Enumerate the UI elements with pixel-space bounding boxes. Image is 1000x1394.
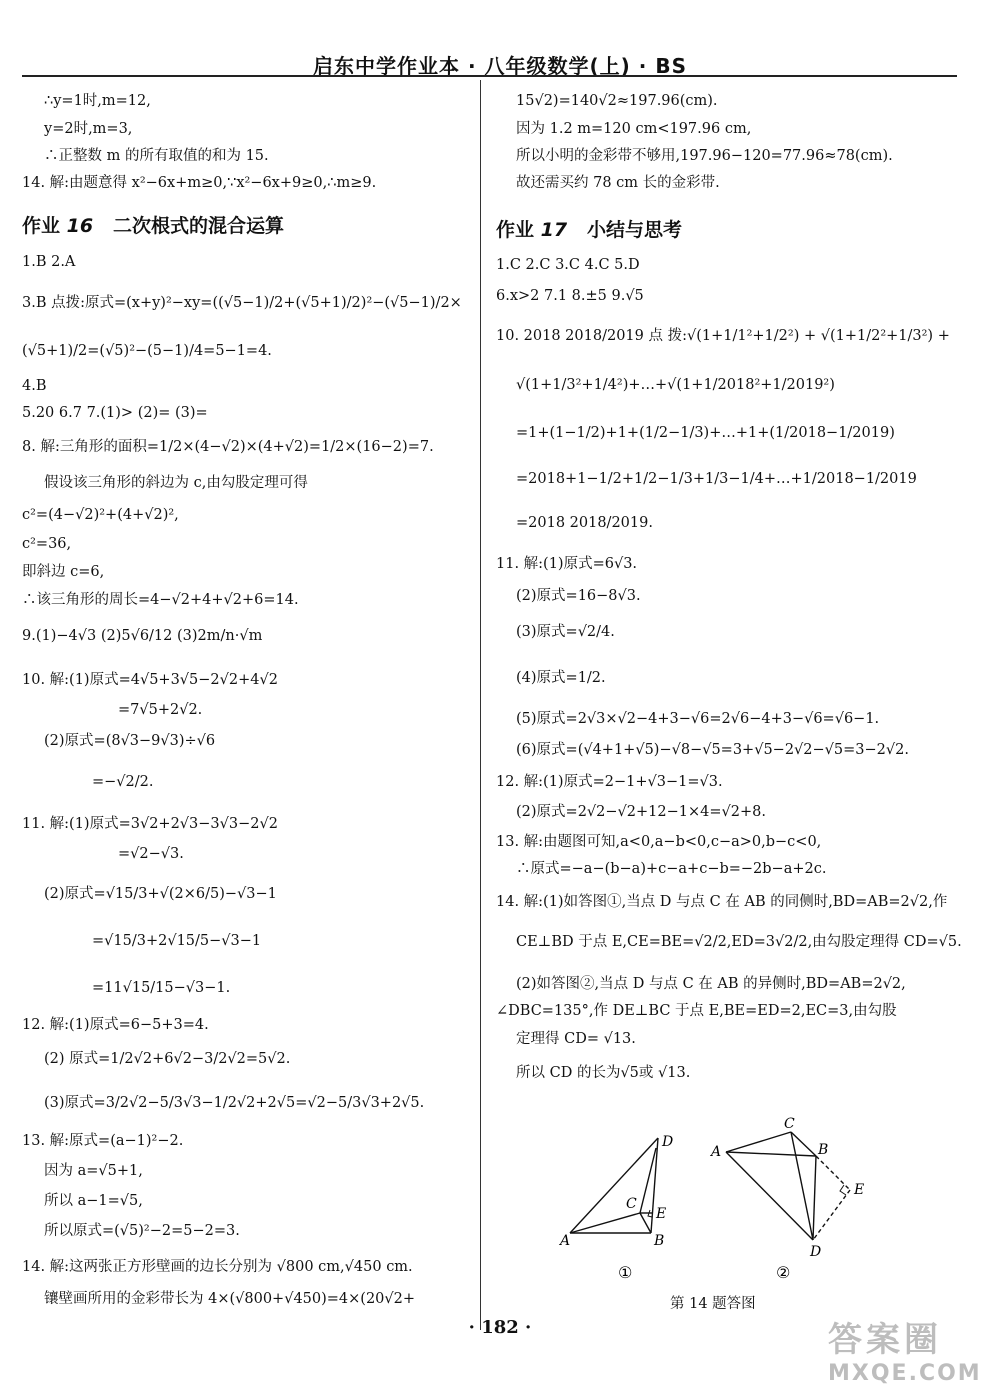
text-line: 因为 1.2 m=120 cm<197.96 cm, <box>516 121 752 137</box>
text-line: y=2时,m=3, <box>44 121 133 137</box>
text-line: 所以 a−1=√5, <box>44 1193 143 1209</box>
point-label: D <box>810 1244 822 1260</box>
text-line: 即斜边 c=6, <box>22 564 105 580</box>
text-line: 12. 解:(1)原式=6−5+3=4. <box>22 1017 209 1033</box>
text-line: (2)原式=2√2−√2+12−1×4=√2+8. <box>516 804 766 820</box>
text-line: (2)原式=16−8√3. <box>516 588 641 604</box>
text-line: 1.B 2.A <box>22 254 76 270</box>
figure-2-quadrilateral <box>726 1132 850 1240</box>
figure-2-label: ② <box>776 1263 791 1282</box>
text-line: 9.(1)−4√3 (2)5√6/12 (3)2m/n·√m <box>22 628 263 644</box>
text-line: (6)原式=(√4+1+√5)−√8−√5=3+√5−2√2−√5=3−2√2. <box>516 742 909 758</box>
figure-1-triangle <box>570 1138 658 1233</box>
text-line: c²=36, <box>22 536 72 552</box>
text-line: =7√5+2√2. <box>118 702 203 718</box>
text-line: 4.B <box>22 378 47 394</box>
heading-title: 小结与思考 <box>586 219 682 241</box>
point-label: E <box>854 1182 865 1198</box>
text-line: (2)原式=√15/3+√(2×6/5)−√3−1 <box>44 886 277 902</box>
text-line: (3)原式=3/2√2−5/3√3−1/2√2+2√5=√2−5/3√3+2√5. <box>44 1095 425 1111</box>
text-line: =1+(1−1/2)+1+(1/2−1/3)+…+1+(1/2018−1/2019) <box>516 425 895 441</box>
point-label: C <box>626 1196 637 1212</box>
figure-1-label: ① <box>618 1263 633 1282</box>
text-line: 10. 解:(1)原式=4√5+3√5−2√2+4√2 <box>22 672 278 688</box>
text-line: 定理得 CD= √13. <box>516 1031 636 1047</box>
text-line: (2) 原式=1/2√2+6√2−3/2√2=5√2. <box>44 1051 291 1067</box>
running-header: 启东中学作业本 · 八年级数学(上) · BS <box>313 54 687 78</box>
text-line: =√15/3+2√15/5−√3−1 <box>92 933 262 949</box>
text-line: ∴原式=−a−(b−a)+c−a+c−b=−2b−a+2c. <box>516 861 827 877</box>
text-line: ∴y=1时,m=12, <box>44 93 151 109</box>
text-line: 所以原式=(√5)²−2=5−2=3. <box>44 1223 240 1239</box>
text-line: 3.B 点拨:原式=(x+y)²−xy=((√5−1)/2+(√5+1)/2)²−(√5−1)/2× <box>22 295 462 311</box>
text-line: ∴正整数 m 的所有取值的和为 15. <box>44 148 269 164</box>
text-line: 5.20 6.7 7.(1)> (2)= (3)= <box>22 405 208 421</box>
text-line: 11. 解:(1)原式=6√3. <box>496 556 638 572</box>
text-line: 假设该三角形的斜边为 c,由勾股定理可得 <box>44 475 308 491</box>
text-line: c²=(4−√2)²+(4+√2)², <box>22 507 179 523</box>
text-line: (√5+1)/2=(√5)²−(5−1)/4=5−1=4. <box>22 343 272 359</box>
heading-number: 16 <box>66 215 94 237</box>
text-line: 10. 2018 2018/2019 点 拨:√(1+1/1²+1/2²) + √(1+1/2²+1/3²) + <box>496 328 950 344</box>
text-line: =2018 2018/2019. <box>516 515 653 531</box>
text-line: ∴该三角形的周长=4−√2+4+√2+6=14. <box>22 592 299 608</box>
text-line: (2)原式=(8√3−9√3)÷√6 <box>44 733 216 749</box>
column-divider <box>480 80 481 1330</box>
watermark-logo: 答案圈 <box>828 1320 942 1360</box>
text-line: 1.C 2.C 3.C 4.C 5.D <box>496 257 640 273</box>
point-label: A <box>560 1233 571 1249</box>
text-line: =√2−√3. <box>118 846 184 862</box>
point-label: C <box>784 1116 795 1132</box>
text-line: =−√2/2. <box>92 774 154 790</box>
heading-number: 17 <box>540 219 568 241</box>
text-line: 15√2)=140√2≈197.96(cm). <box>516 93 718 109</box>
text-line: (4)原式=1/2. <box>516 670 606 686</box>
text-line: 8. 解:三角形的面积=1/2×(4−√2)×(4+√2)=1/2×(16−2)=7. <box>22 439 434 455</box>
text-line: (3)原式=√2/4. <box>516 624 615 640</box>
text-line: (2)如答图②,当点 D 与点 C 在 AB 的异侧时,BD=AB=2√2, <box>516 976 906 992</box>
point-label: B <box>818 1142 829 1158</box>
figure-caption: 第 14 题答图 <box>670 1296 756 1312</box>
text-line: =11√15/15−√3−1. <box>92 980 231 996</box>
text-line: 所以 CD 的长为√5或 √13. <box>516 1065 691 1081</box>
text-line: 13. 解:由题图可知,a<0,a−b<0,c−a>0,b−c<0, <box>496 834 822 850</box>
text-line: 6.x>2 7.1 8.±5 9.√5 <box>496 288 644 304</box>
text-line: √(1+1/3²+1/4²)+…+√(1+1/2018²+1/2019²) <box>516 377 835 393</box>
text-line: 14. 解:(1)如答图①,当点 D 与点 C 在 AB 的同侧时,BD=AB=2√2,作 <box>496 894 948 910</box>
heading-title: 二次根式的混合运算 <box>112 215 284 237</box>
point-label: A <box>711 1144 722 1160</box>
point-label: D <box>662 1134 674 1150</box>
text-line: 14. 解:这两张正方形壁画的边长分别为 √800 cm,√450 cm. <box>22 1259 413 1275</box>
heading-label: 作业 <box>496 219 535 241</box>
text-line: 镶壁画所用的金彩带长为 4×(√800+√450)=4×(20√2+ <box>44 1291 416 1307</box>
text-line: CE⊥BD 于点 E,CE=BE=√2/2,ED=3√2/2,由勾股定理得 CD=√5. <box>516 934 962 950</box>
watermark-site: MXQE.COM <box>828 1361 982 1386</box>
text-line: 14. 解:由题意得 x²−6x+m≥0,∵x²−6x+9≥0,∴m≥9. <box>22 175 377 191</box>
text-line: 13. 解:原式=(a−1)²−2. <box>22 1133 184 1149</box>
text-line: 因为 a=√5+1, <box>44 1163 143 1179</box>
text-line: 12. 解:(1)原式=2−1+√3−1=√3. <box>496 774 723 790</box>
text-line: (5)原式=2√3×√2−4+3−√6=2√6−4+3−√6=√6−1. <box>516 711 880 727</box>
section-heading-16 <box>22 211 284 238</box>
point-label: B <box>654 1233 665 1249</box>
text-line: 11. 解:(1)原式=3√2+2√3−3√3−2√2 <box>22 816 278 832</box>
text-line: ∠DBC=135°,作 DE⊥BC 于点 E,BE=ED=2,EC=3,由勾股 <box>496 1003 897 1019</box>
text-line: 所以小明的金彩带不够用,197.96−120=77.96≈78(cm). <box>516 148 893 164</box>
page-number: · 182 · <box>468 1317 532 1338</box>
point-label: E <box>656 1206 667 1222</box>
watermark <box>828 1312 982 1386</box>
text-line: 故还需买约 78 cm 长的金彩带. <box>516 175 720 191</box>
header-rule <box>22 75 957 77</box>
heading-label: 作业 <box>22 215 61 237</box>
text-line: =2018+1−1/2+1/2−1/3+1/3−1/4+…+1/2018−1/2019 <box>516 471 917 487</box>
section-heading-17 <box>496 215 682 242</box>
